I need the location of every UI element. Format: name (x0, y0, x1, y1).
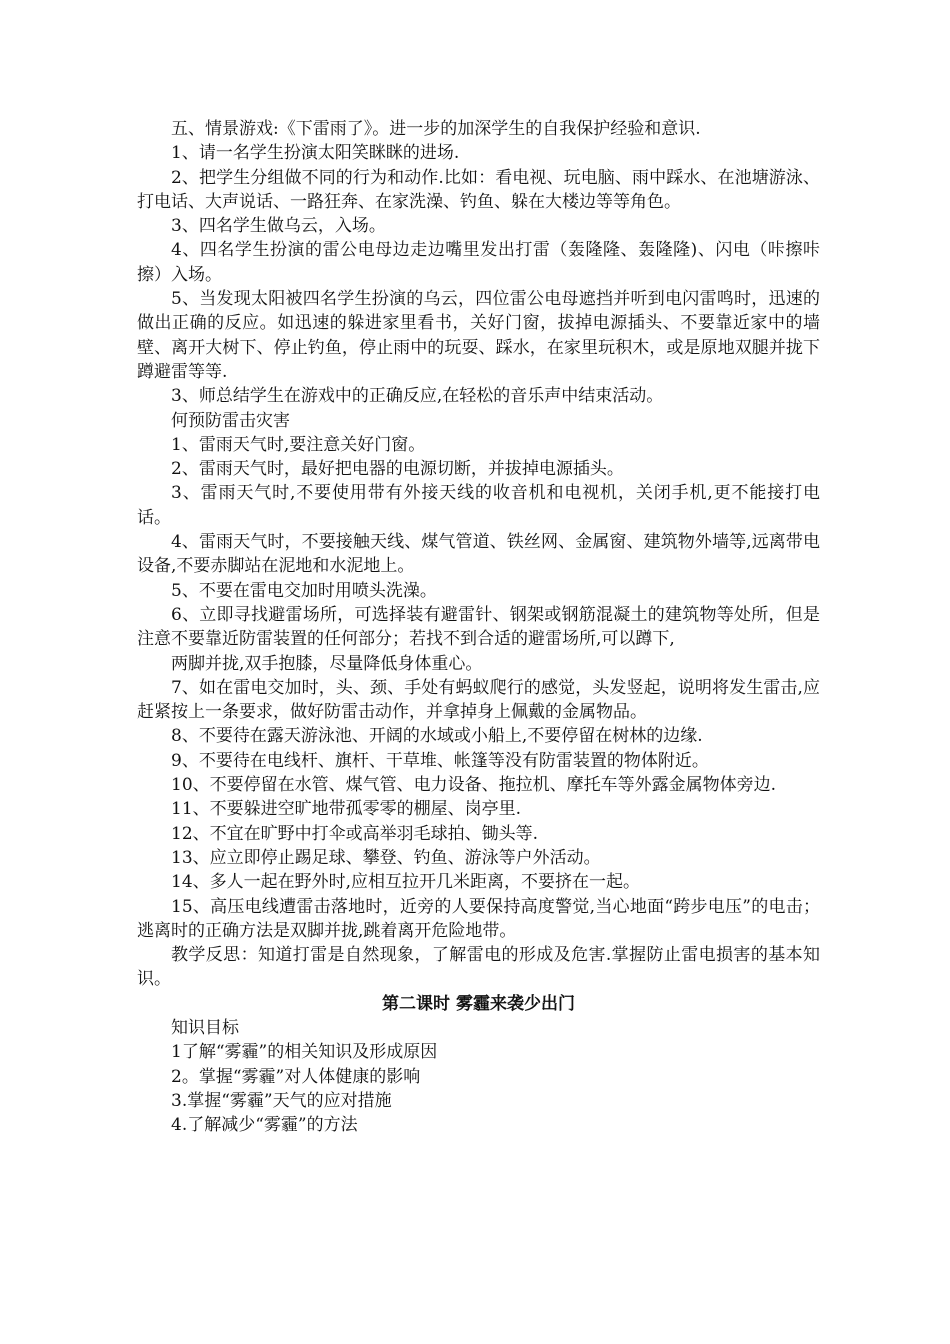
objective-item: 2。掌握“雾霾”对人体健康的影响 (171, 1066, 421, 1087)
paragraph: 2、把学生分组做不同的行为和动作.比如：看电视、玩电脑、雨中踩水、在池塘游泳、打电话、大声说话、一路狂奔、在家洗澡、钓鱼、躲在大楼边等等角色。 (137, 167, 820, 212)
paragraph: 4、四名学生扮演的雷公电母边走边嘴里发出打雷（轰隆隆、轰隆隆)、闪电（咔擦咔擦）入场。 (137, 240, 820, 285)
subheading: 何预防雷击灾害 (171, 410, 290, 431)
paragraph: 3、雷雨天气时,不要使用带有外接天线的收音机和电视机，关闭手机,更不能接打电话。 (137, 483, 820, 528)
paragraph-continuation: 两脚并拢,双手抱膝，尽量降低身体重心。 (171, 653, 483, 674)
paragraph: 13、应立即停止踢足球、攀登、钓鱼、游泳等户外活动。 (171, 847, 601, 868)
document-body (137, 117, 820, 1137)
paragraph: 3、四名学生做乌云，入场。 (171, 216, 386, 237)
paragraph: 五、情景游戏:《下雷雨了》。进一步的加深学生的自我保护经验和意识. (171, 119, 701, 139)
paragraph: 6、立即寻找避雷场所，可选择装有避雷针、钢架或钢筋混凝土的建筑物等处所，但是注意不要靠近防雷装置的任何部分；若找不到合适的避雷场所,可以蹲下, (137, 604, 820, 650)
paragraph: 8、不要待在露天游泳池、开阔的水域或小船上,不要停留在树林的边缘. (171, 726, 703, 747)
paragraph: 15、高压电线遭雷击落地时，近旁的人要保持高度警觉,当心地面“跨步电压”的电击；逃离时的正确方法是双脚并拢,跳着离开危险地带。 (137, 896, 820, 941)
objectives-title: 知识目标 (171, 1017, 239, 1038)
paragraph: 5、不要在雷电交加时用喷头洗澡。 (171, 580, 437, 601)
paragraph: 1、雷雨天气时,要注意关好门窗。 (171, 434, 426, 455)
paragraph: 14、多人一起在野外时,应相互拉开几米距离，不要挤在一起。 (171, 872, 641, 893)
paragraph: 7、如在雷电交加时，头、颈、手处有蚂蚁爬行的感觉，头发竖起，说明将发生雷击,应赶紧按上一条要求，做好防雷击动作，并拿掉身上佩戴的金属物品。 (137, 677, 820, 723)
objective-item: 4.了解减少“雾霾”的方法 (171, 1115, 358, 1136)
paragraph: 5、当发现太阳被四名学生扮演的乌云，四位雷公电母遮挡并听到电闪雷鸣时，迅速的做出正确的反应。如迅速的躲进家里看书，关好门窗，拔掉电源插头、不要靠近家中的墙壁、离开大树下、停止钓鱼，停止雨中的玩耍、踩水，在家里玩积木，或是原地双腿并拢下蹲避雷等等. (137, 289, 820, 382)
paragraph: 12、不宜在旷野中打伞或高举羽毛球拍、锄头等. (171, 823, 539, 844)
objective-item: 3.掌握“雾霾”天气的应对措施 (171, 1090, 392, 1111)
paragraph: 9、不要待在电线杆、旗杆、干草堆、帐篷等没有防雷装置的物体附近。 (171, 750, 709, 771)
paragraph: 3、师总结学生在游戏中的正确反应,在轻松的音乐声中结束活动。 (171, 386, 664, 407)
paragraph: 1、请一名学生扮演太阳笑眯眯的进场. (171, 143, 460, 164)
objective-item: 1了解“雾霾”的相关知识及形成原因 (171, 1042, 438, 1063)
paragraph: 4、雷雨天气时，不要接触天线、煤气管道、铁丝网、金属窗、建筑物外墙等,远离带电设备,不要赤脚站在泥地和水泥地上。 (137, 532, 820, 577)
paragraph: 11、不要躲进空旷地带孤零零的棚屋、岗亭里. (171, 799, 522, 820)
teaching-reflection: 教学反思：知道打雷是自然现象，了解雷电的形成及危害.掌握防止雷电损害的基本知识。 (137, 945, 820, 990)
section-heading: 第二课时 雾霾来袭少出门 (382, 993, 575, 1014)
paragraph: 10、不要停留在水管、煤气管、电力设备、拖拉机、摩托车等外露金属物体旁边. (171, 775, 777, 796)
paragraph: 2、雷雨天气时，最好把电器的电源切断，并拔掉电源插头。 (171, 459, 624, 480)
